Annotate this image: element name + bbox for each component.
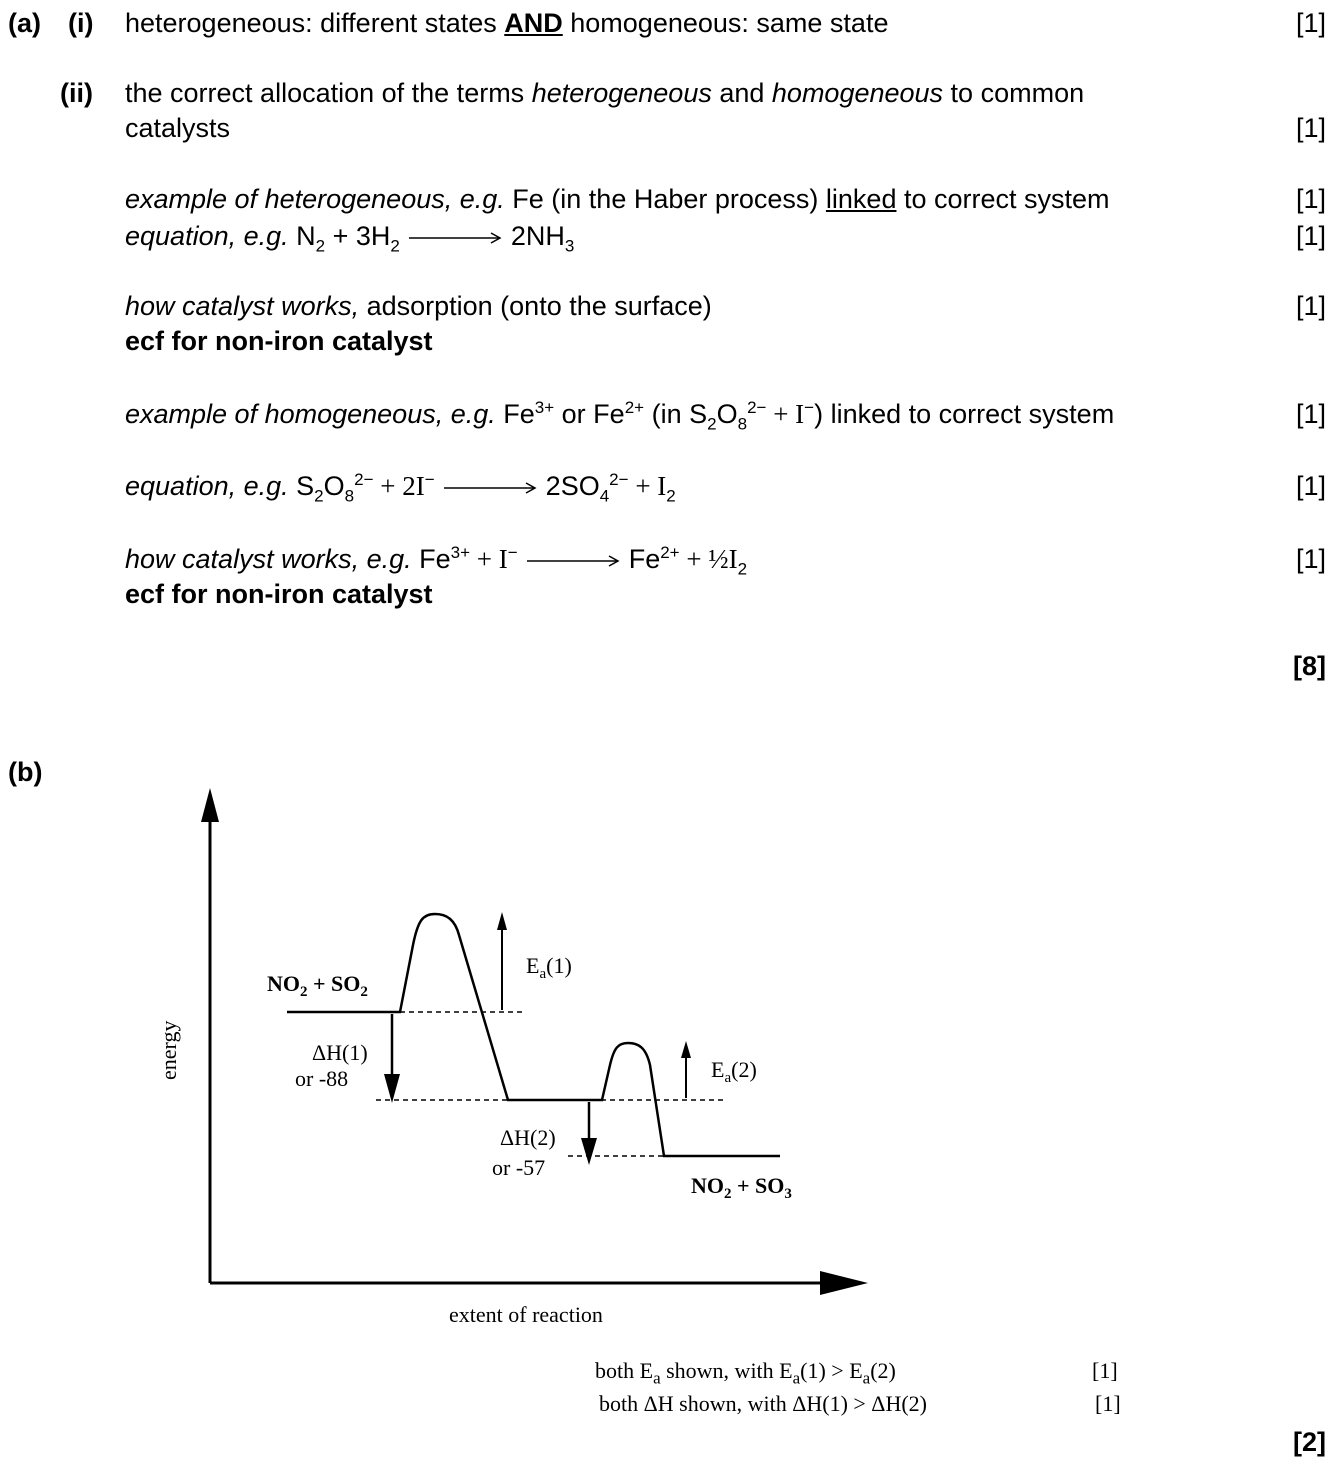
reaction-arrow-icon (442, 481, 538, 495)
het-example-linked: linked (825, 184, 897, 214)
a-ii-l1-b: heterogeneous (531, 78, 712, 108)
a-i-text-1: heterogeneous: different states (125, 8, 505, 38)
a-ii-l1-e: to common (943, 78, 1085, 108)
fb1-a-sub: a (653, 1368, 661, 1388)
a-i-mark: [1] (1295, 8, 1326, 38)
hom-eq-d-sup: 2− (609, 470, 629, 489)
fb1-b-sub: a (792, 1368, 801, 1388)
a-i-and: AND (504, 8, 563, 38)
reactants-sub2: 2 (360, 984, 368, 1000)
hom-ex-c: or Fe (554, 399, 625, 429)
hom-how-d-sup: 2+ (660, 543, 680, 562)
het-eq-c-sub: 2 (390, 236, 400, 256)
products-label (691, 1173, 792, 1202)
het-eq-b-sub: 2 (315, 236, 326, 256)
hom-eq-e: + I (628, 471, 667, 501)
het-example-a: example of heterogeneous, e.g. (125, 184, 505, 214)
part-a-ii-label: (ii) (60, 78, 93, 108)
hom-ex-e-sup: − (804, 398, 815, 417)
het-eq-a: equation, e.g. (125, 221, 289, 251)
a-i-answer (125, 6, 888, 40)
hom-ex-a: example of homogeneous, e.g. (125, 399, 496, 429)
het-example-mark: [1] (1295, 184, 1326, 214)
ea2-label (711, 1057, 757, 1086)
ea1-arrowhead-icon (497, 912, 507, 930)
hom-ex-d-sub2: 8 (737, 414, 748, 434)
hom-ex-b: Fe (495, 399, 535, 429)
products-sub2: 3 (784, 1186, 792, 1202)
het-how-mark: [1] (1295, 291, 1326, 321)
hom-ecf-note: ecf for non-iron catalyst (125, 579, 433, 609)
products-a: NO (691, 1173, 724, 1198)
het-eq-b: N (288, 221, 316, 251)
het-how-b: adsorption (onto the surface) (359, 291, 712, 321)
hom-how-e-sub: 2 (737, 559, 748, 579)
hom-eq-b-sub1: 2 (314, 486, 324, 506)
reactants-sub1: 2 (300, 984, 308, 1000)
ea1-e: E (526, 953, 540, 978)
het-how (125, 289, 712, 323)
ea2-e: E (711, 1057, 725, 1082)
fb1-b: shown, with E (660, 1358, 793, 1383)
dh1-value: or -88 (295, 1066, 349, 1091)
reactants-mid: + SO (307, 971, 361, 996)
ea2-tail: (2) (731, 1057, 757, 1082)
part-b-total: [2] (1293, 1427, 1326, 1457)
products-sub1: 2 (724, 1186, 732, 1202)
products-mid: + SO (731, 1173, 785, 1198)
a-ii-l1-a: the correct allocation of the terms (125, 78, 532, 108)
a-ii-line-1 (125, 76, 1084, 110)
hom-ex-e: + I (766, 399, 805, 429)
y-axis-arrowhead-icon (201, 788, 219, 822)
feedback-ea (595, 1358, 896, 1388)
part-b-label: (b) (8, 757, 43, 787)
ea1-tail: (1) (546, 953, 572, 978)
hom-how-d: Fe (621, 544, 661, 574)
reactants-a: NO (267, 971, 300, 996)
a-ii-l1-c: and (711, 78, 772, 108)
feedback-dh: both ΔH shown, with ΔH(1) > ΔH(2) (599, 1391, 927, 1416)
hom-how-b: Fe (411, 544, 451, 574)
feedback-dh-mark: [1] (1095, 1391, 1121, 1416)
dh2-arrowhead-icon (581, 1138, 597, 1165)
ea1-label (526, 953, 572, 982)
a-ii-mark: [1] (1295, 113, 1326, 143)
hom-ex-d-mid: O (716, 399, 738, 429)
het-eq-c: + 3H (325, 221, 391, 251)
hom-eq-a: equation, e.g. (125, 471, 289, 501)
hom-eq-b-mid: O (323, 471, 345, 501)
a-ii-line-2: catalysts (125, 113, 231, 143)
reaction-profile-curve (287, 914, 780, 1156)
ea1-sub: a (539, 966, 547, 982)
het-ecf-note: ecf for non-iron catalyst (125, 326, 433, 356)
hom-ex-f: ) linked to correct system (814, 399, 1115, 429)
hom-eq-d: 2SO (538, 471, 600, 501)
hom-eq-b: S (288, 471, 315, 501)
hom-how-c-sup: − (507, 543, 518, 562)
fb1-c: (1) > E (800, 1358, 863, 1383)
a-i-text-2: homogeneous: same state (562, 8, 889, 38)
hom-how-a: how catalyst works, e.g. (125, 544, 412, 574)
hom-equation-mark: [1] (1295, 471, 1326, 501)
x-axis-label: extent of reaction (449, 1302, 603, 1327)
het-eq-d: 2NH (503, 221, 565, 251)
dh2-label: ΔH(2) (500, 1125, 556, 1150)
hom-ex-d-sup: 2− (747, 398, 767, 417)
dh1-arrowhead-icon (384, 1074, 400, 1103)
feedback-ea-mark: [1] (1092, 1358, 1118, 1383)
fb1-c-sub: a (862, 1368, 871, 1388)
het-how-a: how catalyst works, (125, 291, 360, 321)
het-eq-d-sub: 3 (564, 236, 575, 256)
het-example-b: Fe (in the Haber process) (504, 184, 826, 214)
part-a-i-label: (i) (68, 8, 94, 38)
ea2-sub: a (724, 1070, 732, 1086)
het-example (125, 182, 1110, 216)
reactants-label (267, 971, 368, 1000)
energy-profile-diagram (0, 760, 900, 1350)
hom-ex-b-sup: 3+ (534, 398, 555, 417)
hom-eq-d-sub: 4 (599, 486, 610, 506)
het-equation-mark: [1] (1295, 221, 1326, 251)
hom-how (125, 542, 748, 579)
ea2-arrowhead-icon (681, 1041, 691, 1058)
fb1-a: both E (595, 1358, 654, 1383)
reaction-arrow-icon (525, 554, 621, 568)
a-ii-l1-d: homogeneous (771, 78, 944, 108)
hom-how-c: + I (470, 544, 508, 574)
hom-how-e: + ½I (679, 544, 738, 574)
het-equation (125, 219, 575, 256)
hom-equation (125, 469, 676, 506)
het-example-d: to correct system (896, 184, 1110, 214)
hom-example (125, 397, 1115, 434)
x-axis-arrowhead-icon (820, 1271, 868, 1295)
hom-example-mark: [1] (1295, 399, 1326, 429)
hom-eq-c-sup: − (424, 470, 435, 489)
hom-how-b-sup: 3+ (450, 543, 471, 562)
hom-eq-e-sub: 2 (666, 486, 676, 506)
hom-ex-d: (in S (644, 399, 708, 429)
hom-eq-c: + 2I (373, 471, 425, 501)
fb1-d: (2) (870, 1358, 896, 1383)
dh2-value: or -57 (492, 1155, 546, 1180)
hom-ex-c-sup: 2+ (624, 398, 645, 417)
part-a-label: (a) (8, 8, 41, 38)
part-a-total: [8] (1293, 651, 1326, 681)
hom-how-mark: [1] (1295, 544, 1326, 574)
hom-eq-b-sub2: 8 (344, 486, 355, 506)
y-axis-label: energy (156, 1020, 181, 1080)
dh1-label: ΔH(1) (312, 1040, 368, 1065)
hom-ex-d-sub1: 2 (707, 414, 717, 434)
hom-eq-b-sup: 2− (354, 470, 374, 489)
reaction-arrow-icon (407, 231, 503, 245)
